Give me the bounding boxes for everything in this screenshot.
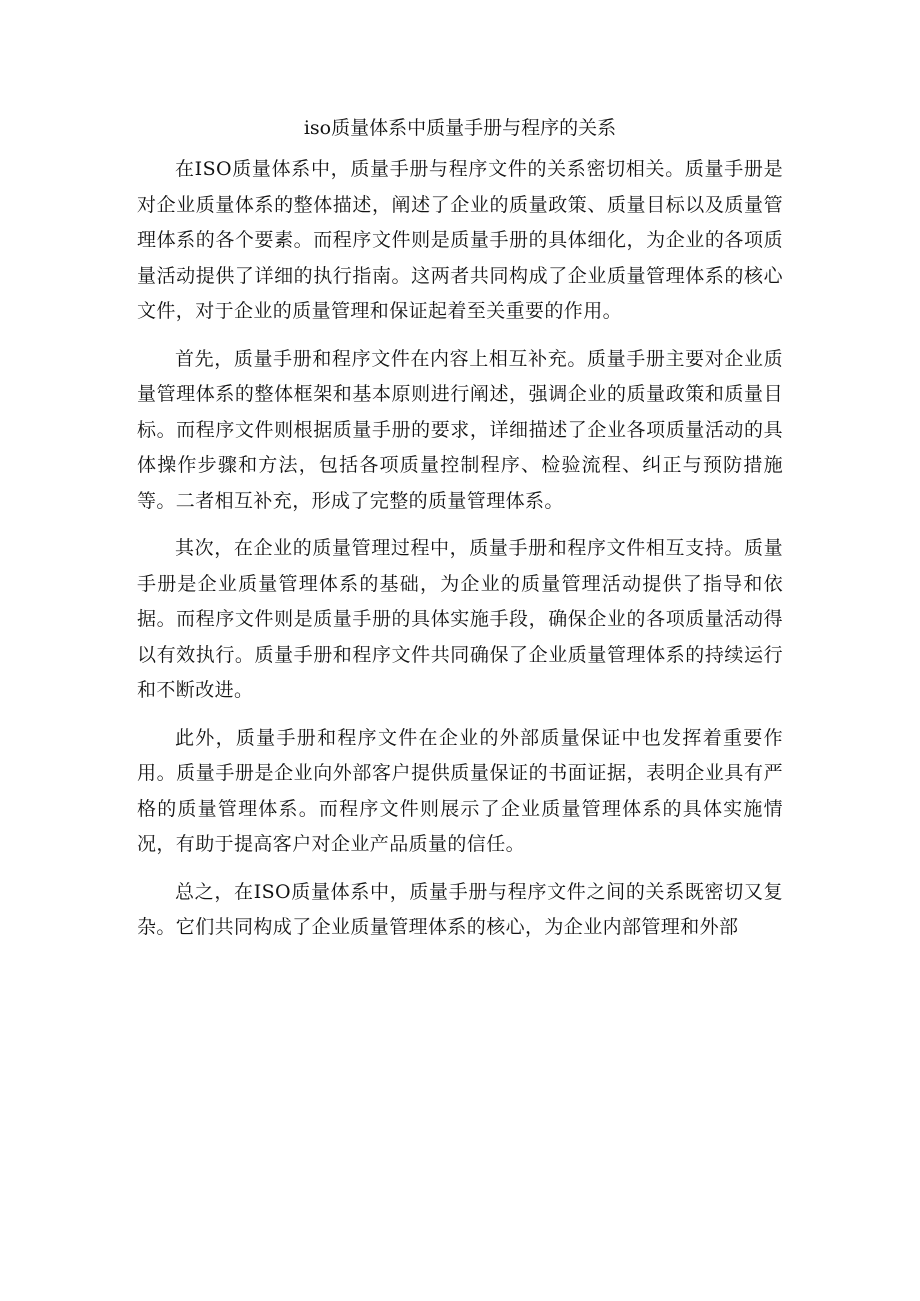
document-title: iso质量体系中质量手册与程序的关系 (303, 117, 617, 139)
paragraph-2: 首先，质量手册和程序文件在内容上相互补充。质量手册主要对企业质量管理体系的整体框架和基本原则进行阐述，强调企业的质量政策和质量目标。而程序文件则根据质量手册的要求，详细描述了企业各项质量活动的具体操作步骤和方法，包括各项质量控制程序、检验流程、纠正与预防措施等。二者相互补充，形成了完整的质量管理体系。 (137, 347, 783, 512)
paragraph-1: 在ISO质量体系中，质量手册与程序文件的关系密切相关。质量手册是对企业质量体系的整体描述，阐述了企业的质量政策、质量目标以及质量管理体系的各个要素。而程序文件则是质量手册的具体细化，为企业的各项质量活动提供了详细的执行指南。这两者共同构成了企业质量管理体系的核心文件，对于企业的质量管理和保证起着至关重要的作用。 (137, 158, 783, 322)
paragraph-5: 总之，在ISO质量体系中，质量手册与程序文件之间的关系既密切又复杂。它们共同构成了企业质量管理体系的核心，为企业内部管理和外部 (137, 880, 783, 938)
paragraph-4: 此外，质量手册和程序文件在企业的外部质量保证中也发挥着重要作用。质量手册是企业向外部客户提供质量保证的书面证据，表明企业具有严格的质量管理体系。而程序文件则展示了企业质量管理体系的具体实施情况，有助于提高客户对企业产品质量的信任。 (137, 726, 783, 855)
document-body (137, 152, 783, 958)
paragraph-3: 其次，在企业的质量管理过程中，质量手册和程序文件相互支持。质量手册是企业质量管理体系的基础，为企业的质量管理活动提供了指导和依据。而程序文件则是质量手册的具体实施手段，确保企业的各项质量活动得以有效执行。质量手册和程序文件共同确保了企业质量管理体系的持续运行和不断改进。 (137, 537, 783, 701)
